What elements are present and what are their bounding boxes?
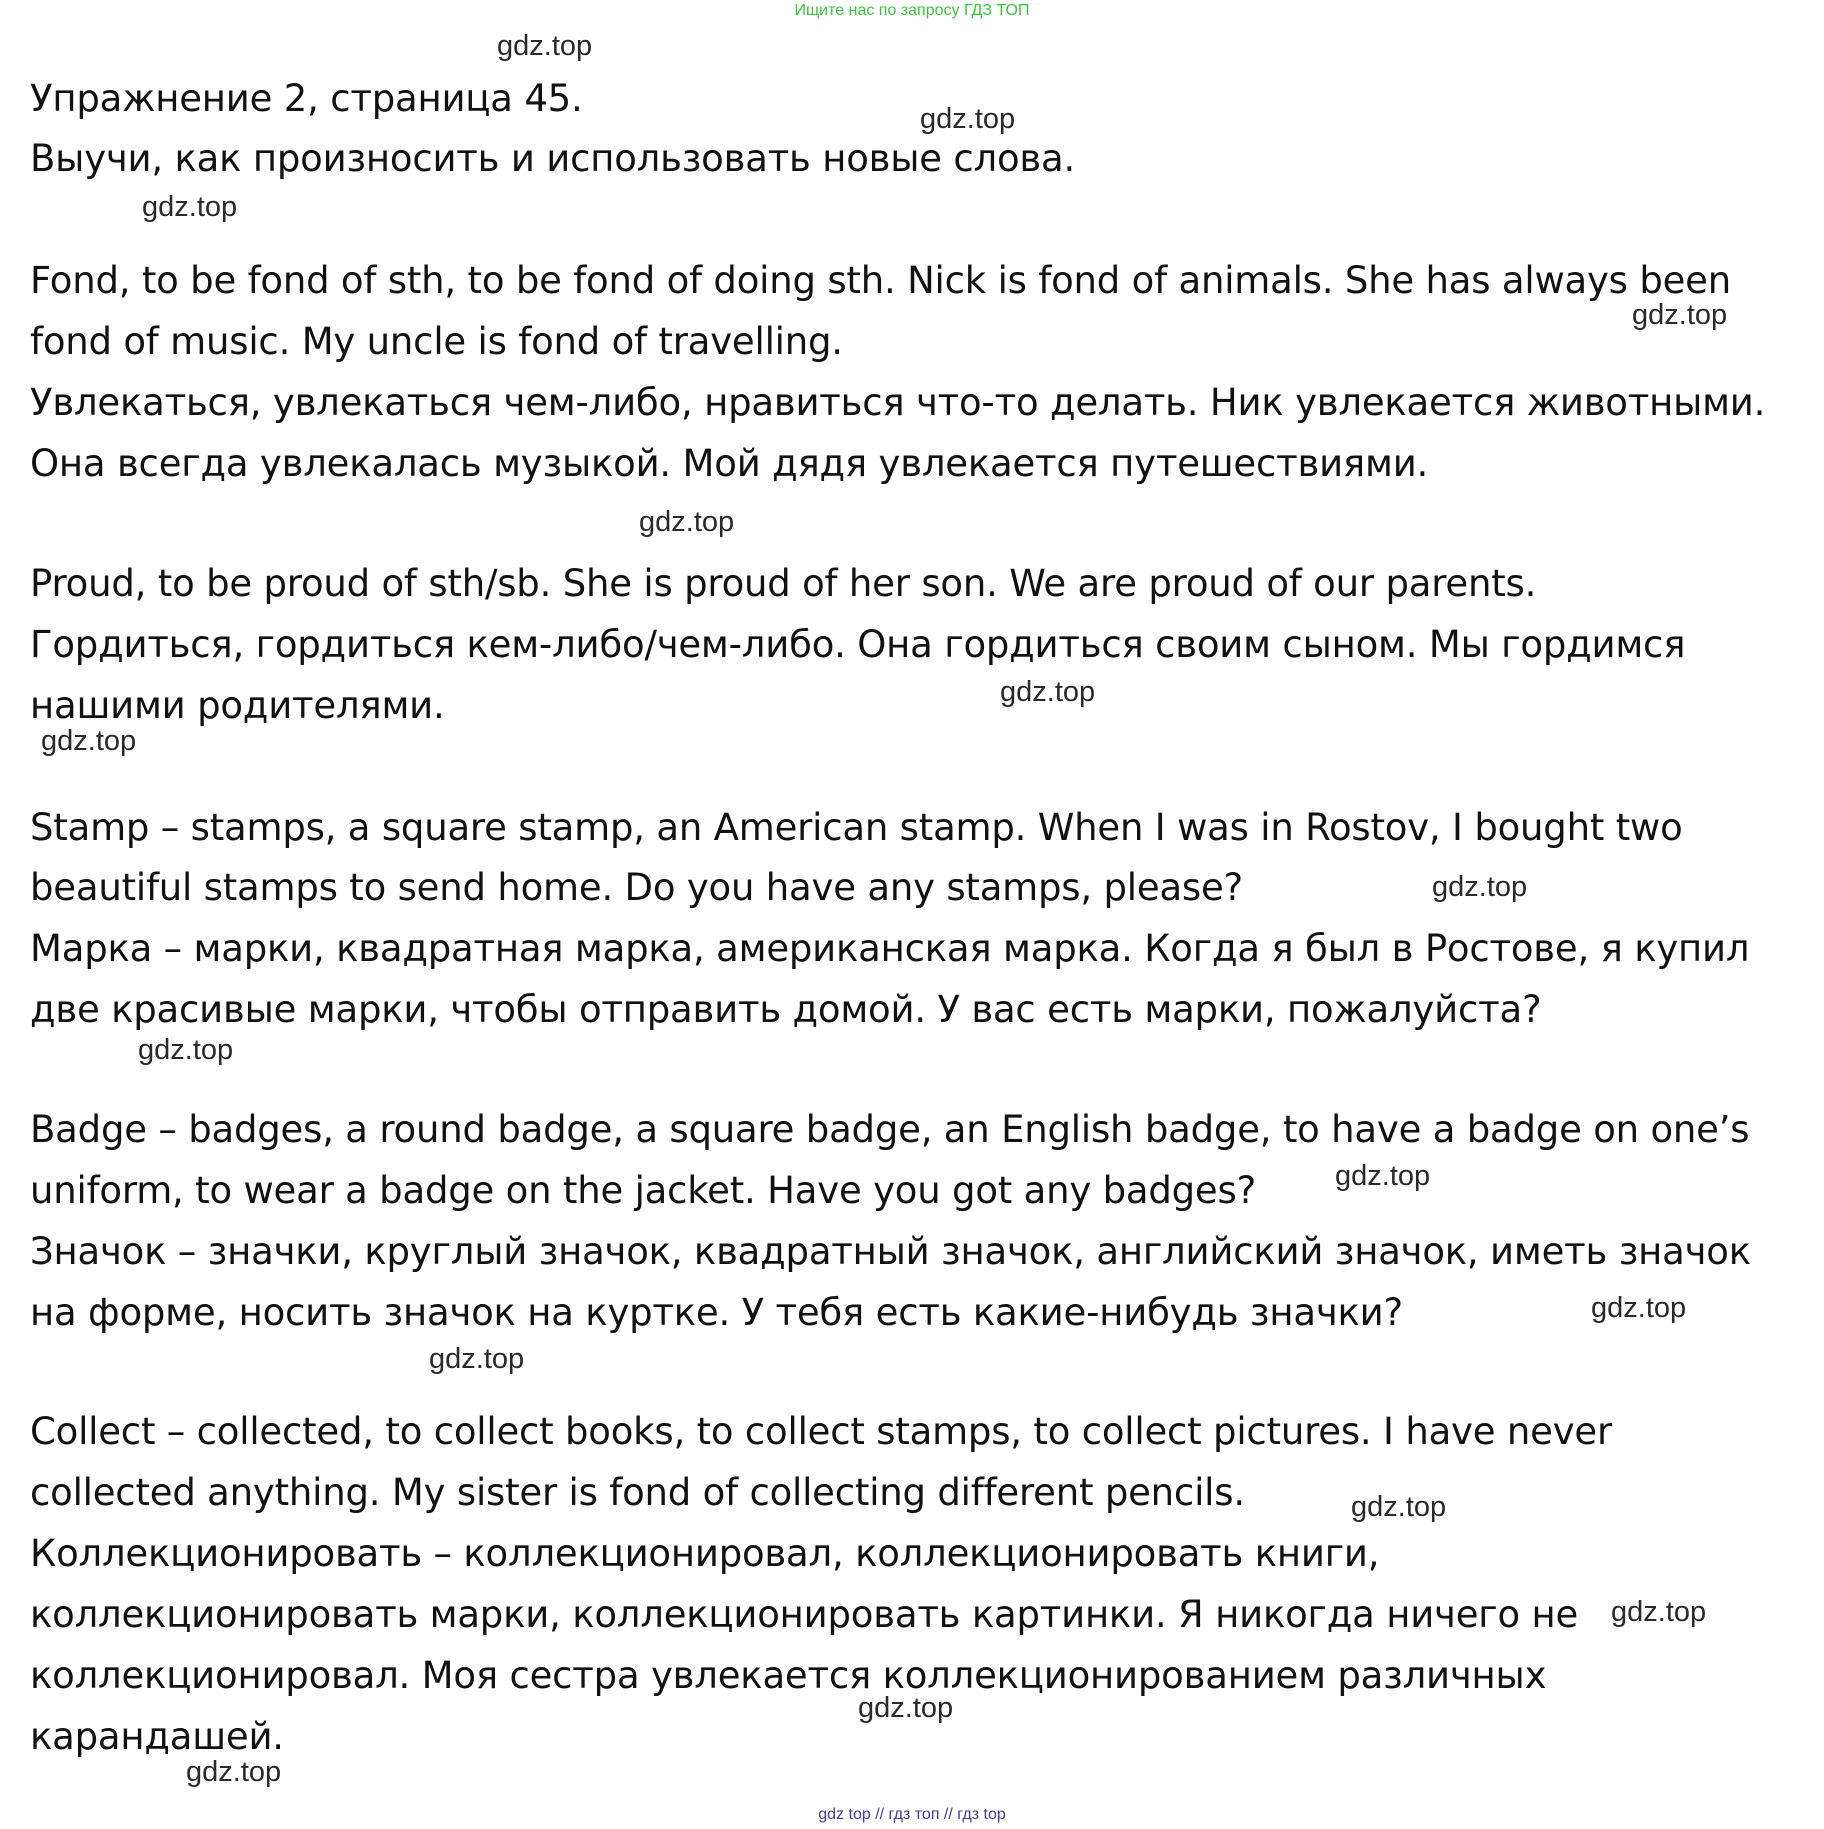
instruction-text: Выучи, как произносить и использовать новые слова. bbox=[30, 137, 1076, 180]
entry-collect-line-4: коллекционировать марки, коллекционировать картинки. Я никогда ничего не bbox=[30, 1593, 1579, 1636]
entry-badge-line-2: uniform, to wear a badge on the jacket. Have you got any badges? bbox=[30, 1169, 1257, 1212]
top-banner: Ищите нас по запросу ГДЗ ТОП bbox=[794, 2, 1030, 19]
entry-proud-line-2: Гордиться, гордиться кем-либо/чем-либо. Она гордиться своим сыном. Мы гордимся bbox=[30, 623, 1686, 666]
entry-fond-line-3: Увлекаться, увлекаться чем-либо, нравиться что-то делать. Ник увлекается животными. bbox=[30, 381, 1766, 424]
watermark: gdz.top bbox=[1000, 676, 1096, 708]
entry-collect-line-2: collected anything. My sister is fond of collecting different pencils. bbox=[30, 1471, 1245, 1514]
footer-watermark: gdz top // гдз топ // гдз top bbox=[818, 1806, 1006, 1823]
entry-badge-line-3: Значок – значки, круглый значок, квадратный значок, английский значок, иметь значок bbox=[30, 1230, 1751, 1273]
watermark: gdz.top bbox=[186, 1756, 282, 1788]
entry-proud-line-3: нашими родителями. bbox=[30, 684, 445, 727]
entry-proud-line-1: Proud, to be proud of sth/sb. She is proud of her son. We are proud of our parents. bbox=[30, 562, 1537, 605]
watermark: gdz.top bbox=[1611, 1596, 1707, 1628]
watermark: gdz.top bbox=[138, 1034, 234, 1066]
watermark: gdz.top bbox=[41, 725, 137, 757]
entry-collect-line-6: карандашей. bbox=[30, 1715, 284, 1758]
entry-collect-line-3: Коллекционировать – коллекционировал, коллекционировать книги, bbox=[30, 1532, 1380, 1575]
exercise-title: Упражнение 2, страница 45. bbox=[30, 77, 583, 120]
watermark: gdz.top bbox=[920, 103, 1016, 135]
watermark: gdz.top bbox=[1432, 871, 1528, 903]
entry-badge-line-1: Badge – badges, a round badge, a square badge, an English badge, to have a badge on one’s bbox=[30, 1108, 1750, 1151]
entry-fond-line-1: Fond, to be fond of sth, to be fond of doing sth. Nick is fond of animals. She has always been bbox=[30, 259, 1731, 302]
entry-stamp-line-1: Stamp – stamps, a square stamp, an American stamp. When I was in Rostov, I bought two bbox=[30, 806, 1683, 849]
entry-fond-line-4: Она всегда увлекалась музыкой. Мой дядя увлекается путешествиями. bbox=[30, 442, 1429, 485]
watermark: gdz.top bbox=[142, 191, 238, 223]
entry-fond-line-2: fond of music. My uncle is fond of travelling. bbox=[30, 320, 843, 363]
entry-stamp-line-2: beautiful stamps to send home. Do you have any stamps, please? bbox=[30, 866, 1243, 909]
watermark: gdz.top bbox=[429, 1343, 525, 1375]
entry-badge-line-4: на форме, носить значок на куртке. У тебя есть какие-нибудь значки? bbox=[30, 1291, 1403, 1334]
entry-collect-line-1: Collect – collected, to collect books, to collect stamps, to collect pictures. I have never bbox=[30, 1410, 1612, 1453]
watermark: gdz.top bbox=[639, 506, 735, 538]
entry-collect-line-5: коллекционировал. Моя сестра увлекается коллекционированием различных bbox=[30, 1654, 1547, 1697]
watermark: gdz.top bbox=[1335, 1160, 1431, 1192]
watermark: gdz.top bbox=[1351, 1491, 1447, 1523]
watermark: gdz.top bbox=[1632, 299, 1728, 331]
watermark: gdz.top bbox=[1591, 1292, 1687, 1324]
watermark: gdz.top bbox=[858, 1692, 954, 1724]
watermark: gdz.top bbox=[497, 30, 593, 62]
entry-stamp-line-4: две красивые марки, чтобы отправить домой. У вас есть марки, пожалуйста? bbox=[30, 988, 1542, 1031]
entry-stamp-line-3: Марка – марки, квадратная марка, американская марка. Когда я был в Ростове, я купил bbox=[30, 927, 1750, 970]
